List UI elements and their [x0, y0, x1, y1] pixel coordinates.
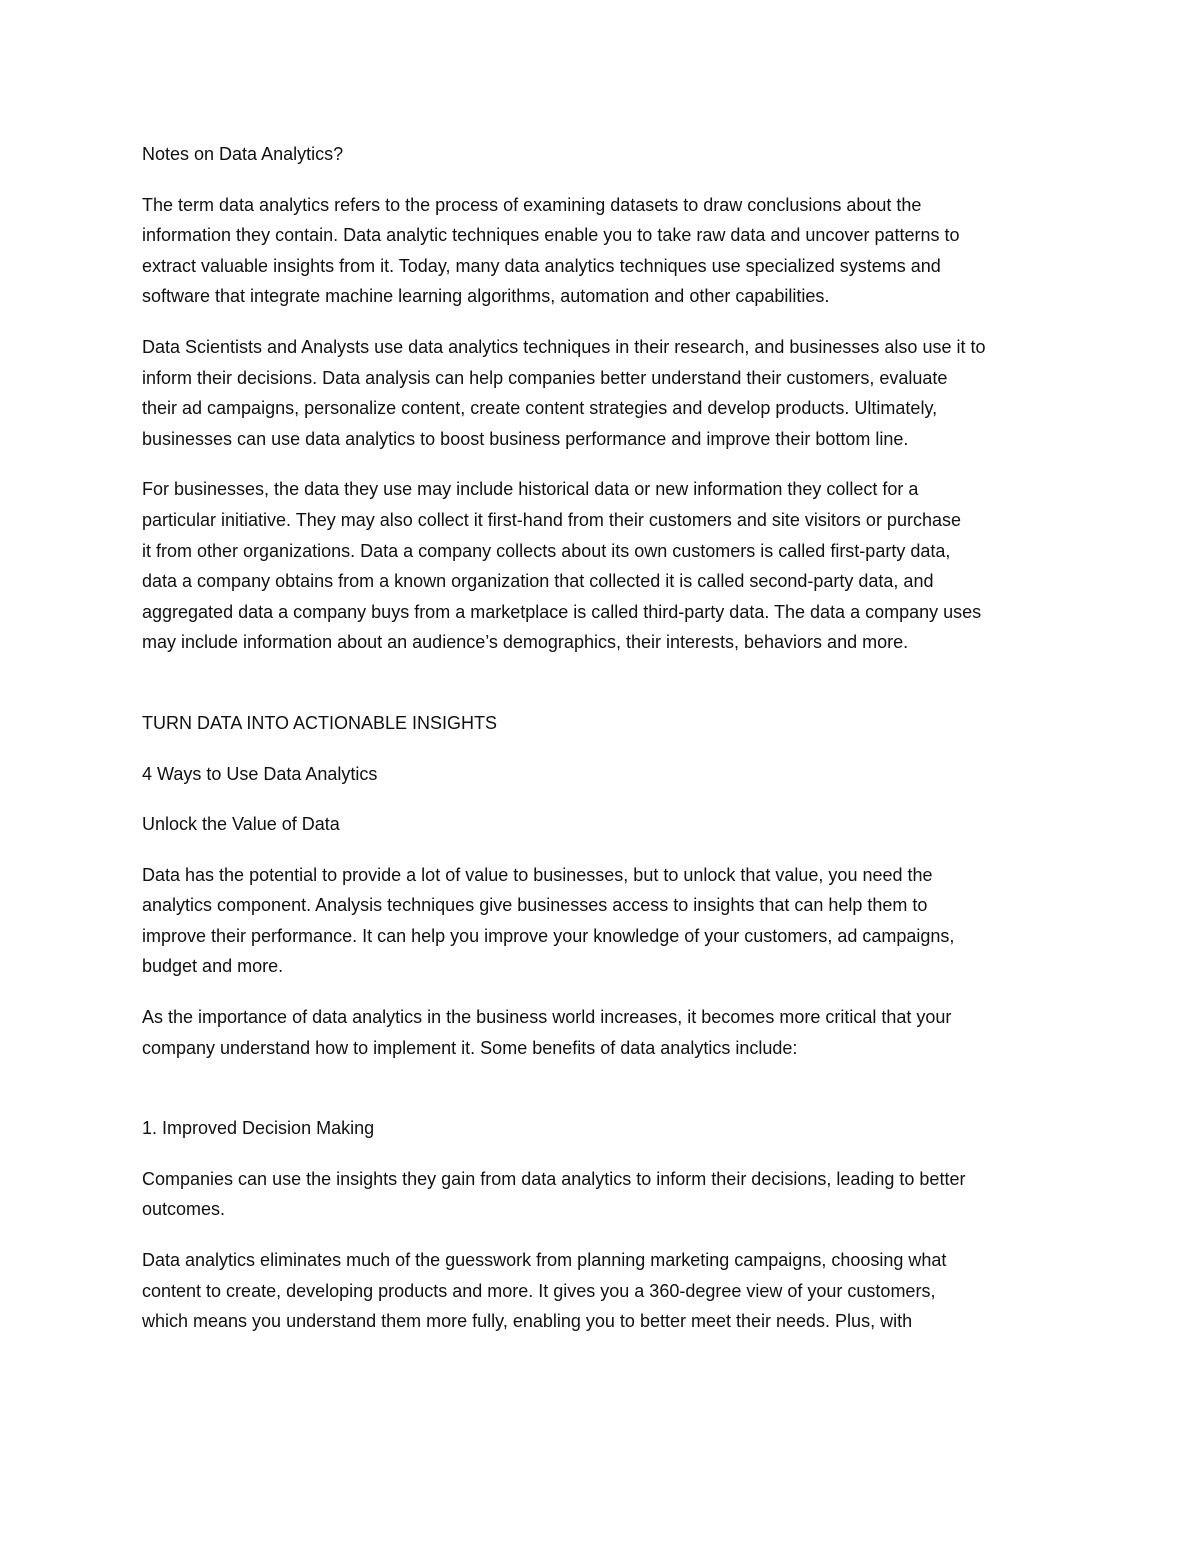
text-line: it from other organizations. Data a company collects about its own customers is called first-party data,	[142, 540, 951, 561]
text-line: Unlock the Value of Data	[142, 814, 340, 835]
text-line: company understand how to implement it. Some benefits of data analytics include:	[142, 1037, 798, 1058]
text-line: 4 Ways to Use Data Analytics	[142, 763, 378, 784]
text-line: For businesses, the data they use may include historical data or new information they collect for a	[142, 479, 919, 500]
text-line: As the importance of data analytics in the business world increases, it becomes more critical that your	[142, 1007, 952, 1028]
text-line: improve their performance. It can help you improve your knowledge of your customers, ad campaigns,	[142, 925, 955, 946]
text-line: aggregated data a company buys from a marketplace is called third-party data. The data a company uses	[142, 601, 982, 622]
paragraph	[142, 190, 1065, 312]
text-line: 1. Improved Decision Making	[142, 1118, 375, 1139]
text-line: information they contain. Data analytic techniques enable you to take raw data and uncover patterns to	[142, 225, 960, 246]
paragraph	[142, 1002, 1065, 1063]
text-line: content to create, developing products and more. It gives you a 360-degree view of your customers,	[142, 1280, 936, 1301]
text-line: Data Scientists and Analysts use data analytics techniques in their research, and businesses also use it to	[142, 336, 986, 357]
text-line: The term data analytics refers to the process of examining datasets to draw conclusions about the	[142, 194, 922, 215]
paragraph	[142, 1245, 1065, 1337]
text-line: businesses can use data analytics to boost business performance and improve their bottom line.	[142, 428, 909, 449]
text-line: outcomes.	[142, 1199, 226, 1220]
text-line: extract valuable insights from it. Today, many data analytics techniques use specialized systems and	[142, 255, 941, 276]
text-line: TURN DATA INTO ACTIONABLE INSIGHTS	[142, 712, 498, 733]
text-line: analytics component. Analysis techniques give businesses access to insights that can help them to	[142, 895, 928, 916]
paragraph	[142, 759, 1065, 790]
blank-line-spacer	[142, 1083, 1065, 1113]
text-line: particular initiative. They may also collect it first-hand from their customers and site visitors or purchase	[142, 509, 961, 530]
text-line: which means you understand them more fully, enabling you to better meet their needs. Plus, with	[142, 1311, 913, 1332]
text-line: inform their decisions. Data analysis can help companies better understand their customers, evaluate	[142, 367, 948, 388]
text-line: Data analytics eliminates much of the guesswork from planning marketing campaigns, choosing what	[142, 1250, 947, 1271]
paragraph	[142, 1164, 1065, 1225]
paragraph	[142, 809, 1065, 840]
text-line: software that integrate machine learning algorithms, automation and other capabilities.	[142, 286, 830, 307]
text-line: may include information about an audience’s demographics, their interests, behaviors and more.	[142, 632, 909, 653]
paragraph	[142, 474, 1065, 658]
text-line: budget and more.	[142, 956, 284, 977]
document-body	[142, 139, 1065, 1337]
document-title	[142, 139, 1065, 170]
paragraph	[142, 1113, 1065, 1144]
paragraph	[142, 332, 1065, 454]
text-line: Notes on Data Analytics?	[142, 144, 344, 164]
paragraph	[142, 708, 1065, 739]
paragraph	[142, 860, 1065, 982]
text-line: Companies can use the insights they gain from data analytics to inform their decisions, leading to better	[142, 1168, 966, 1189]
text-line: Data has the potential to provide a lot of value to businesses, but to unlock that value, you need the	[142, 864, 933, 885]
blank-line-spacer	[142, 678, 1065, 708]
text-line: their ad campaigns, personalize content, create content strategies and develop products. Ultimately,	[142, 398, 938, 419]
text-line: data a company obtains from a known organization that collected it is called second-party data, and	[142, 571, 934, 592]
